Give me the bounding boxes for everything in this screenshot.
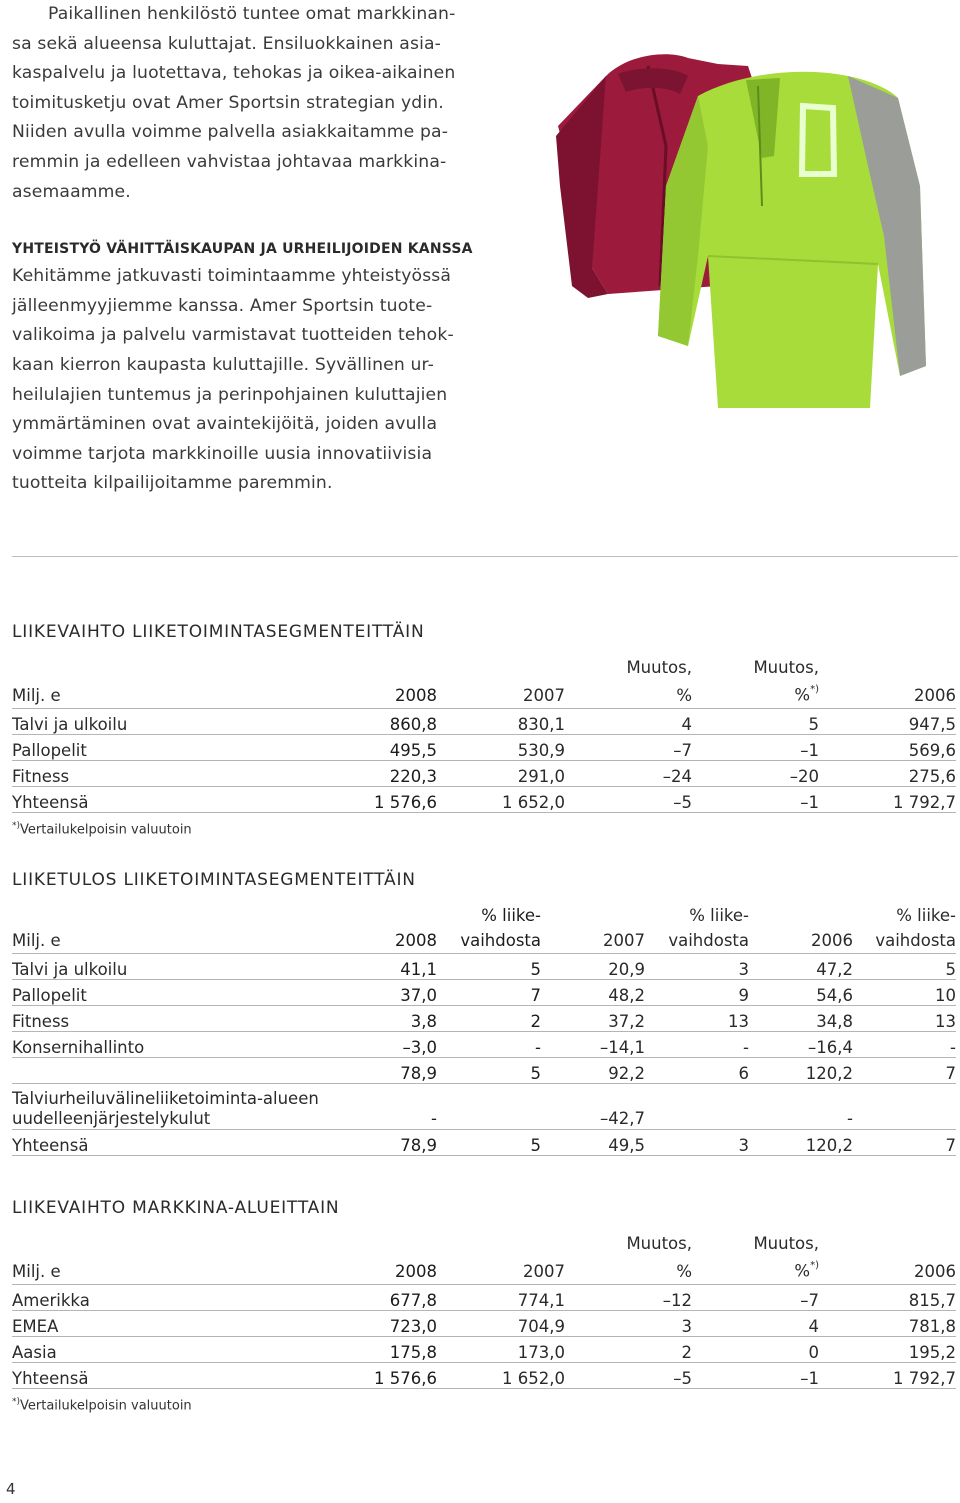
footnote [12,1397,956,1413]
table-cell [12,1058,242,1084]
table-cell: 7 [853,1130,956,1156]
header-cell: Milj. e [12,928,242,954]
table-cell: - [437,1032,541,1058]
header-cell: Muutos, [626,658,692,677]
text-line: heilulajien tuntemus ja perinpohjainen kuluttajien [12,384,448,405]
footnote-text: Vertailukelpoisin valuutoin [20,821,192,837]
revenue-by-market-section [12,1198,956,1413]
table-cell: 175,8 [242,1336,437,1362]
header-cell: % liike- [896,906,956,925]
table-cell: 723,0 [242,1310,437,1336]
table-cell: –5 [565,1362,692,1388]
table-cell: Pallopelit [12,734,242,760]
header-cell [242,904,437,928]
header-cell [242,656,437,680]
table-cell: Talvi ja ulkoilu [12,708,242,734]
header-cell: Muutos, [753,658,819,677]
header-text: % [794,685,811,705]
table-cell: 4 [692,1310,819,1336]
text-line: Kehitämme jatkuvasti toimintaamme yhteistyössä [12,266,452,287]
table-cell: 781,8 [819,1310,956,1336]
header-cell: 2007 [437,1256,565,1284]
header-cell: 2006 [819,1256,956,1284]
table-cell: 78,9 [242,1130,437,1156]
table-cell: 6 [645,1058,749,1084]
table-cell: Amerikka [12,1284,242,1310]
table-cell: 78,9 [242,1058,437,1084]
header-cell: Milj. e [12,680,242,708]
table-cell: –1 [692,1362,819,1388]
table-cell: 815,7 [819,1284,956,1310]
header-cell: % liike- [689,906,749,925]
table-header-top [12,904,956,928]
row-label-line: uudelleenjärjestelykulut [12,1109,211,1128]
footnote-text: Vertailukelpoisin valuutoin [20,1397,192,1413]
table-cell: 4 [565,708,692,734]
text-line: tuotteita kilpailijoitamme paremmin. [12,473,333,494]
table-cell: –16,4 [749,1032,853,1058]
table-cell: 37,0 [242,980,437,1006]
table-cell: 530,9 [437,734,565,760]
text-line: ymmärtäminen ovat avaintekijöitä, joiden avulla [12,414,438,435]
table-cell: 220,3 [242,760,437,786]
table-cell: 5 [437,1130,541,1156]
table-cell [437,1084,541,1130]
text-line: toimitusketju ovat Amer Sportsin strategian ydin. [12,92,444,113]
row-label-line: Talviurheiluvälineliiketoiminta-alueen [12,1089,319,1108]
revenue-by-segment-table [12,656,956,813]
header-cell: 2008 [242,680,437,708]
table-cell: 830,1 [437,708,565,734]
table-header [12,1256,956,1284]
table-header [12,680,956,708]
header-cell: vaihdosta [645,928,749,954]
table-cell: 1 652,0 [437,1362,565,1388]
table-cell: 173,0 [437,1336,565,1362]
table-title: LIIKEVAIHTO MARKKINA-ALUEITTAIN [12,1198,340,1218]
table-row [12,1310,956,1336]
section-subheading: YHTEISTYÖ VÄHITTÄISKAUPAN JA URHEILIJOIDEN KANSSA [12,241,473,258]
text-line: Paikallinen henkilöstö tuntee omat markkinan- [48,4,456,24]
table-cell: 47,2 [749,954,853,980]
table-cell: –3,0 [242,1032,437,1058]
table-cell: 54,6 [749,980,853,1006]
table-cell: 1 576,6 [242,786,437,812]
table-cell: 7 [437,980,541,1006]
green-jacket [658,72,926,408]
header-cell: vaihdosta [853,928,956,954]
table-cell: 2 [437,1006,541,1032]
table-cell: 0 [692,1336,819,1362]
table-cell: 120,2 [749,1130,853,1156]
table-cell: –14,1 [541,1032,645,1058]
header-cell: 2006 [819,680,956,708]
table-cell: 2 [565,1336,692,1362]
header-cell: 2007 [437,680,565,708]
section-divider [12,556,958,557]
table-row [12,1032,956,1058]
header-text: % [794,1261,811,1281]
footnote-marker: *) [12,820,21,831]
table-cell: 41,1 [242,954,437,980]
table-row [12,708,956,734]
page-number: 4 [6,1480,16,1498]
header-cell [819,1232,956,1256]
footnote-marker: *) [810,684,819,695]
table-title: LIIKEVAIHTO LIIKETOIMINTASEGMENTEITTÄIN [12,622,425,642]
table-row [12,734,956,760]
table-cell: –1 [692,734,819,760]
table-cell: 1 792,7 [819,786,956,812]
table-cell: –42,7 [541,1084,645,1130]
table-cell: 20,9 [541,954,645,980]
table-cell: 291,0 [437,760,565,786]
header-cell [242,1232,437,1256]
text-line: remmin ja edelleen vahvistaa johtavaa markkina- [12,151,447,172]
table-cell: 1 792,7 [819,1362,956,1388]
table-cell: 704,9 [437,1310,565,1336]
table-cell: Pallopelit [12,980,242,1006]
table-row [12,954,956,980]
header-cell: % liike- [481,906,541,925]
table-title: LIIKETULOS LIIKETOIMINTASEGMENTEITTÄIN [12,870,416,890]
header-cell [749,904,853,928]
table-cell: 7 [853,1058,956,1084]
table-cell: –7 [565,734,692,760]
table-cell: 5 [437,1058,541,1084]
table-cell: 1 576,6 [242,1362,437,1388]
table-cell: –12 [565,1284,692,1310]
table-row-restructuring [12,1084,956,1130]
table-cell: Yhteensä [12,786,242,812]
table-cell: –20 [692,760,819,786]
table-cell: 677,8 [242,1284,437,1310]
jackets-photo [548,36,928,410]
table-cell: Fitness [12,760,242,786]
table-cell: 5 [437,954,541,980]
table-cell: 34,8 [749,1006,853,1032]
table-cell: 3 [565,1310,692,1336]
header-cell [12,656,242,680]
table-cell: 3,8 [242,1006,437,1032]
header-cell: vaihdosta [437,928,541,954]
table-cell: - [749,1084,853,1130]
table-cell: Yhteensä [12,1362,242,1388]
table-row [12,1336,956,1362]
table-cell: –1 [692,786,819,812]
text-line: sa sekä alueensa kuluttajat. Ensiluokkainen asia- [12,33,442,54]
footnote-marker: *) [12,1396,21,1407]
table-cell: Fitness [12,1006,242,1032]
table-cell: EMEA [12,1310,242,1336]
header-cell [692,680,819,708]
table-header-top [12,656,956,680]
table-cell: Konsernihallinto [12,1032,242,1058]
header-cell: 2006 [749,928,853,954]
footnote-marker: *) [810,1260,819,1271]
table-row [12,786,956,812]
text-line: kaspalvelu ja luotettava, tehokas ja oikea-aikainen [12,63,456,84]
table-cell [12,1084,319,1130]
table-cell: 13 [853,1006,956,1032]
table-cell: - [242,1084,437,1130]
revenue-by-segment-section [12,622,956,837]
intro-text [12,0,482,499]
header-cell: 2008 [242,928,437,954]
header-cell [437,1232,565,1256]
header-cell [819,656,956,680]
header-cell: % [565,1256,692,1284]
table-cell: 860,8 [242,708,437,734]
table-row [12,1284,956,1310]
text-line: Niiden avulla voimme palvella asiakkaitamme pa- [12,122,449,143]
table-cell: 10 [853,980,956,1006]
table-cell: 195,2 [819,1336,956,1362]
table-row [12,980,956,1006]
table-cell: 3 [645,954,749,980]
table-cell: - [645,1032,749,1058]
header-cell: Milj. e [12,1256,242,1284]
table-cell: –7 [692,1284,819,1310]
header-cell: Muutos, [753,1234,819,1253]
table-cell: –5 [565,786,692,812]
table-cell: Talvi ja ulkoilu [12,954,242,980]
text-line: voimme tarjota markkinoille uusia innovatiivisia [12,443,433,464]
table-cell: 120,2 [749,1058,853,1084]
table-row [12,1362,956,1388]
operating-result-section [12,870,956,1156]
table-cell: –24 [565,760,692,786]
table-header-top [12,1232,956,1256]
text-line: asemaamme. [12,181,131,202]
text-line: valikoima ja palvelu varmistavat tuotteiden tehok- [12,325,454,346]
table-row-subtotal [12,1058,956,1084]
table-cell: 774,1 [437,1284,565,1310]
intro-paragraph-2 [12,262,482,499]
text-line: jälleenmyyjiemme kanssa. Amer Sportsin tuote- [12,295,433,316]
table-cell: 5 [853,954,956,980]
table-cell: 495,5 [242,734,437,760]
table-cell: 947,5 [819,708,956,734]
table-cell: - [853,1032,956,1058]
table-cell: 48,2 [541,980,645,1006]
table-cell: 49,5 [541,1130,645,1156]
table-row [12,760,956,786]
footnote [12,821,956,837]
table-cell: Aasia [12,1336,242,1362]
header-cell: 2008 [242,1256,437,1284]
table-cell: 9 [645,980,749,1006]
table-header [12,928,956,954]
revenue-by-market-table [12,1232,956,1389]
header-cell [541,904,645,928]
table-cell: 92,2 [541,1058,645,1084]
operating-result-table [12,904,956,1156]
table-cell: 1 652,0 [437,786,565,812]
table-row [12,1006,956,1032]
intro-paragraph-1 [12,0,482,207]
text-line: kaan kierron kaupasta kuluttajille. Syvällinen ur- [12,354,435,375]
table-row-total [12,1130,956,1156]
table-cell: 569,6 [819,734,956,760]
header-cell [12,1232,242,1256]
table-cell: 37,2 [541,1006,645,1032]
table-cell [853,1084,956,1130]
header-cell [692,1256,819,1284]
header-cell [437,656,565,680]
header-cell: % [565,680,692,708]
table-cell: 13 [645,1006,749,1032]
header-cell: 2007 [541,928,645,954]
table-cell: Yhteensä [12,1130,242,1156]
table-cell: 3 [645,1130,749,1156]
table-cell: 275,6 [819,760,956,786]
header-cell [12,904,242,928]
header-cell: Muutos, [626,1234,692,1253]
table-cell [645,1084,749,1130]
table-cell: 5 [692,708,819,734]
